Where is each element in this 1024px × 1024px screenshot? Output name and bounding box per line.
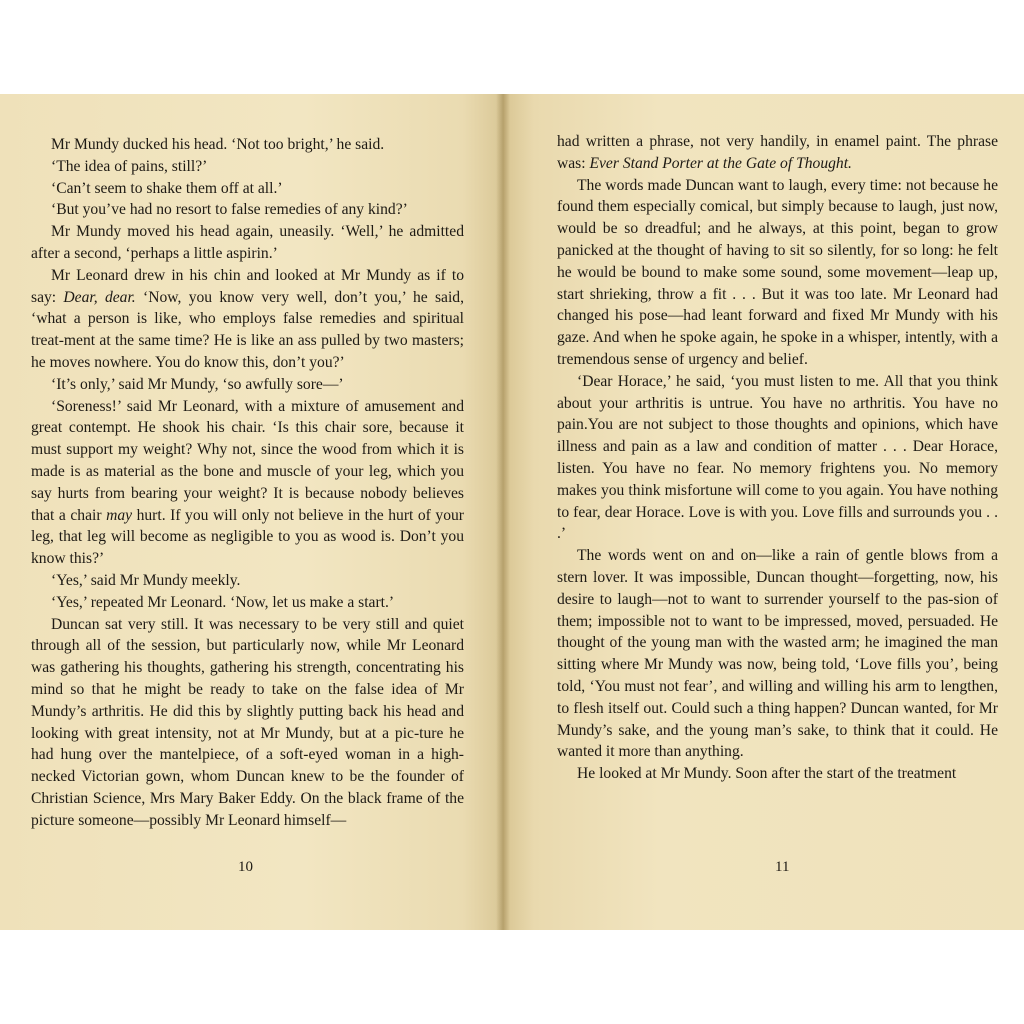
right-page-text (557, 131, 998, 785)
book-gutter (496, 94, 510, 930)
right-page (503, 94, 1024, 930)
paragraph: He looked at Mr Mundy. Soon after the start of the treatment (577, 765, 957, 783)
paragraph: had written a phrase, not very handily, in enamel paint. The phrase was: Ever Stand Porter at the Gate of Thought. (557, 133, 998, 172)
paragraph: ‘Soreness!’ said Mr Leonard, with a mixture of amusement and great contempt. He shook his chair. ‘Is this chair sore, because it must support my weight? Why not, since the wood from which it is made is as material as the bone and muscle of your leg, which you say hurts from bearing your weight? It is because nobody believes that a chair may hurt. If you will only not believe in the hurt of your leg, that leg will become as negligible to you as wood is. Don’t you know this?’ (31, 397, 464, 568)
page-number-right: 11 (775, 859, 790, 875)
paragraph: ‘The idea of pains, still?’ (51, 157, 208, 175)
paragraph: ‘Yes,’ said Mr Mundy meekly. (51, 571, 241, 589)
paragraph: ‘Dear Horace,’ he said, ‘you must listen to me. All that you think about your arthritis is untrue. You have no arthritis. You have no pain.You are not subject to those thoughts and opinions, which have illness and pain as a law and condition of matter . . . Dear Horace, listen. You have no fear. No memory frightens you. No memory makes you think misfortune will come to you again. You have nothing to fear, dear Horace. Love is with you. Love fills and surrounds you . . .’ (557, 372, 998, 543)
open-book (0, 94, 1024, 930)
paragraph: Duncan sat very still. It was necessary to be very still and quiet through all of the session, but particularly now, while Mr Leonard was gathering his thoughts, gathering his strength, concentrating his mind so that he might be ready to take on the false idea of Mr Mundy’s arthritis. He did this by slightly putting back his head and looking with great intensity, not at Mr Mundy, but at a pic-ture he had hung over the mantelpiece, of a soft-eyed woman in a high-necked Victorian gown, whom Duncan knew to be the founder of Christian Science, Mrs Mary Baker Eddy. On the black frame of the picture someone—possibly Mr Leonard himself— (31, 615, 464, 829)
paragraph: Mr Leonard drew in his chin and looked at Mr Mundy as if to say: Dear, dear. ‘Now, you know very well, don’t you,’ he said, ‘what a person is like, who employs false remedies and spiritual treat-ment at the same time? He is like an ass pulled by two masters; he moves nowhere. You do know this, don’t you?’ (31, 266, 464, 371)
paragraph: The words went on and on—like a rain of gentle blows from a stern lover. It was impossible, Duncan thought—forgetting, now, his desire to laugh—not to want to surrender yourself to the pas-sion of them; impossible not to want to be impressed, moved, persuaded. He thought of the young man with the wasted arm; he imagined the man sitting where Mr Mundy was now, being told, ‘Love fills you’, being told, ‘You must not fear’, and willing and willing his arm to lengthen, to flesh itself out. Could such a thing happen? Duncan wanted, for Mr Mundy’s sake, and the young man’s sake, to think that it could. He wanted it more than anything. (557, 547, 998, 761)
paragraph: ‘Can’t seem to shake them off at all.’ (51, 179, 283, 197)
paragraph: Mr Mundy ducked his head. ‘Not too bright,’ he said. (51, 136, 385, 153)
paragraph: Mr Mundy moved his head again, uneasily. ‘Well,’ he admitted after a second, ‘perhaps a little aspirin.’ (31, 223, 464, 262)
page-number-left: 10 (238, 859, 253, 875)
paragraph: ‘Yes,’ repeated Mr Leonard. ‘Now, let us make a start.’ (51, 593, 395, 611)
paragraph: The words made Duncan want to laugh, every time: not because he found them especially comical, but simply because to laugh, just now, would be so dreadful; and he always, at this point, began to grow panicked at the thought of having to sit so silently, for so long: he felt he would be bound to make some sound, some movement—leap up, start shrieking, throw a fit . . . But it was too late. Mr Leonard had changed his pose—had leant forward and fixed Mr Mundy with his gaze. And when he spoke again, he spoke in a whisper, intently, with a tremendous sense of urgency and belief. (557, 176, 998, 368)
paragraph: ‘It’s only,’ said Mr Mundy, ‘so awfully sore—’ (51, 375, 344, 393)
paragraph: ‘But you’ve had no resort to false remedies of any kind?’ (51, 201, 408, 219)
left-page-text (31, 134, 464, 832)
left-page (0, 94, 503, 930)
